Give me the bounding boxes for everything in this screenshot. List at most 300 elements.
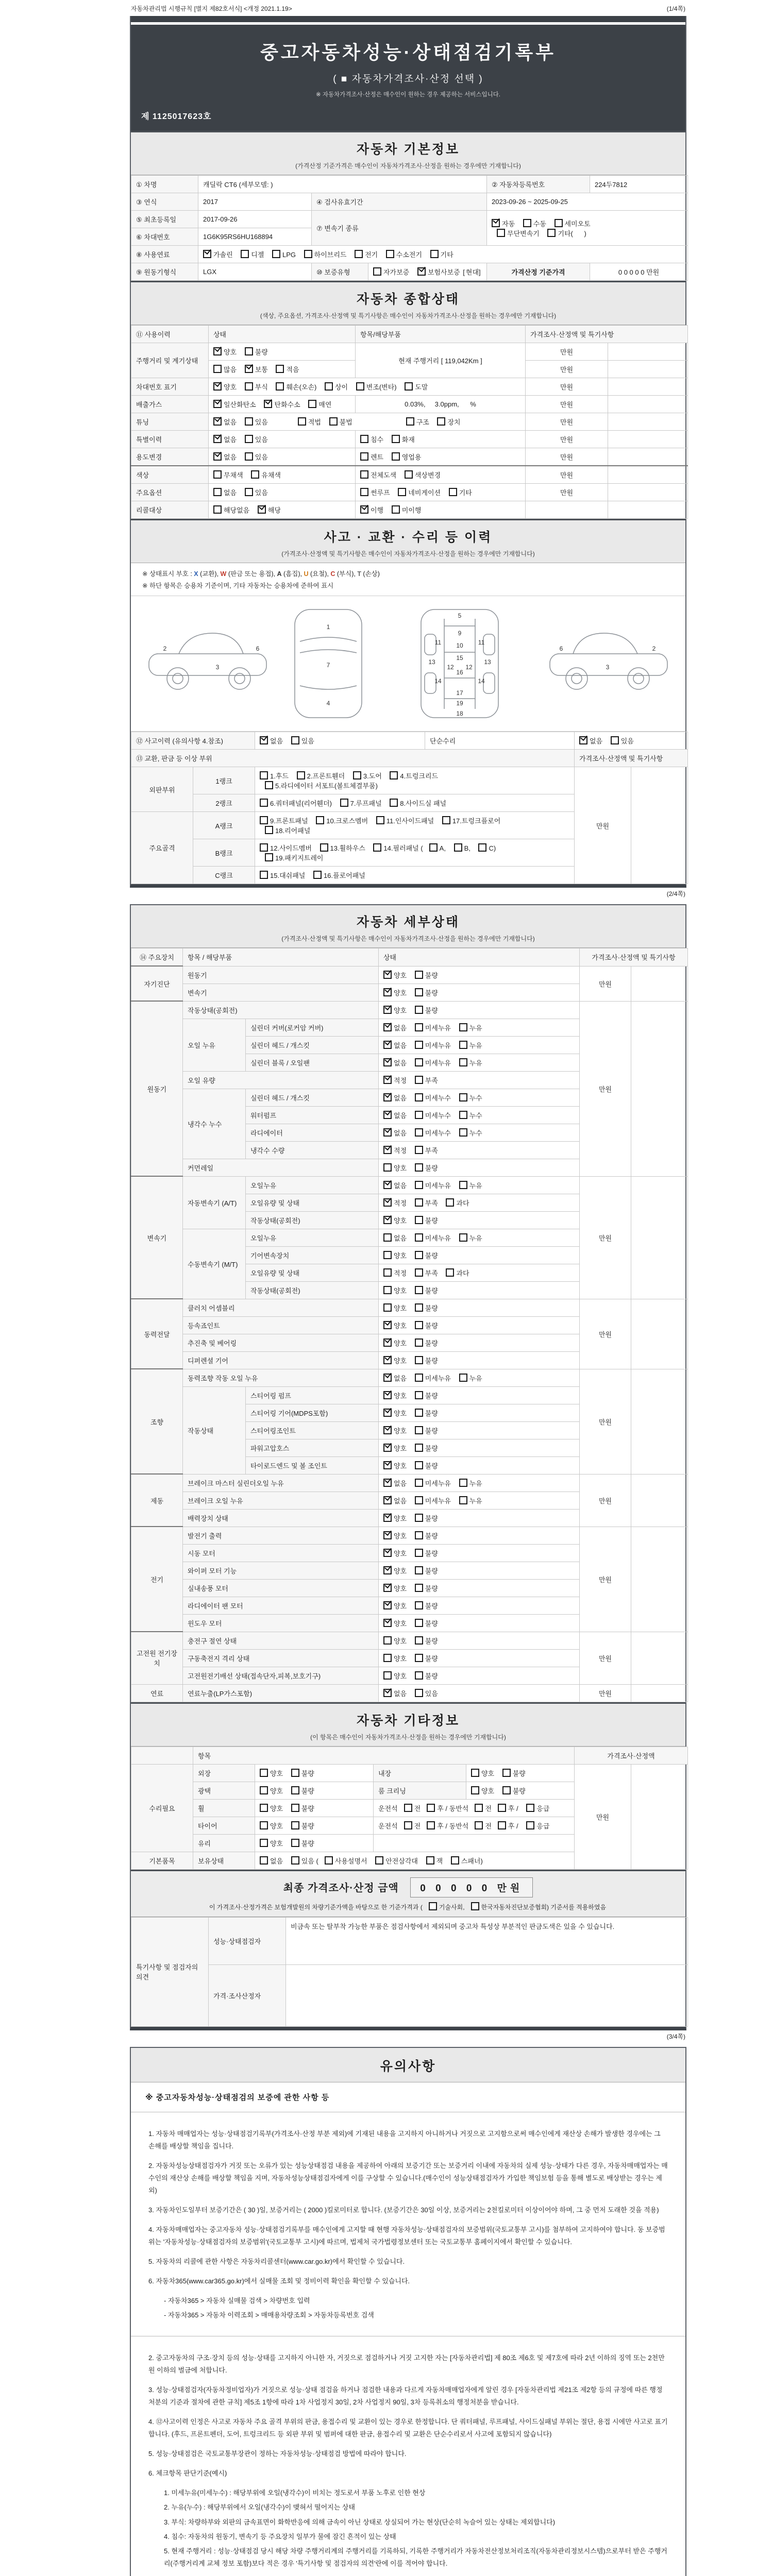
section-subtitle: (가격조사·산정액 및 특기사항은 매수인이 자동차가격조사·산정을 원하는 경우에만 기재합니다) <box>281 550 535 557</box>
option-label: 불량 <box>425 1619 438 1628</box>
checkbox-unchecked[interactable] <box>415 1006 423 1014</box>
interior-options <box>466 1764 575 1782</box>
checkbox-unchecked[interactable] <box>415 1531 423 1539</box>
checkbox-unchecked[interactable] <box>291 1839 299 1847</box>
state-options <box>379 1229 580 1246</box>
checkbox-unchecked[interactable] <box>459 1128 467 1137</box>
checkbox-unchecked[interactable] <box>497 229 505 237</box>
state-options <box>379 1562 580 1579</box>
checkbox-unchecked[interactable] <box>415 1374 423 1382</box>
caution-item: - 자동차365 > 자동차 실매물 검색 > 차량번호 입력 <box>164 2296 310 2304</box>
checkbox-unchecked[interactable] <box>475 1804 483 1812</box>
checkbox-unchecked[interactable] <box>415 1391 423 1399</box>
option-label: 불량 <box>425 1392 438 1400</box>
checkbox-unchecked[interactable] <box>383 1251 392 1259</box>
checkbox-unchecked[interactable] <box>241 250 249 258</box>
section-subtitle: (가격산정 기준가격은 매수인이 자동차가격조사·산정을 원하는 경우에만 기재합니다) <box>295 162 521 170</box>
checkbox-unchecked[interactable] <box>415 1321 423 1329</box>
option-label: 불법 <box>339 418 352 426</box>
checkbox-unchecked[interactable] <box>260 771 268 779</box>
checkbox-unchecked[interactable] <box>415 1181 423 1189</box>
option-label: 없음 <box>224 489 239 497</box>
checkbox-unchecked[interactable] <box>245 417 253 426</box>
checkbox-unchecked[interactable] <box>383 1233 392 1242</box>
checkbox-unchecked[interactable] <box>415 1619 423 1627</box>
checkbox-unchecked[interactable] <box>245 382 253 391</box>
checkbox-checked[interactable] <box>383 1409 392 1417</box>
remark-cell <box>631 767 688 884</box>
checkbox-unchecked[interactable] <box>213 505 222 514</box>
option-label: 있음 <box>255 489 268 497</box>
checkbox-checked[interactable] <box>383 1338 392 1347</box>
option-label: 누유 <box>469 1059 482 1067</box>
checkbox-unchecked[interactable] <box>415 1093 423 1101</box>
checkbox-unchecked[interactable] <box>498 1804 506 1812</box>
checkbox-checked[interactable] <box>492 219 500 227</box>
checkbox-unchecked[interactable] <box>260 1839 268 1847</box>
checkbox-unchecked[interactable] <box>325 1856 333 1865</box>
checkbox-unchecked[interactable] <box>451 1856 459 1865</box>
field-label: ④ 검사유효기간 <box>312 193 487 211</box>
checkbox-unchecked[interactable] <box>392 435 400 443</box>
option-label: 훼손(오손) <box>286 383 318 391</box>
checkbox-checked[interactable] <box>383 1058 392 1066</box>
checkbox-unchecked[interactable] <box>245 452 253 461</box>
checkbox-unchecked[interactable] <box>459 1093 467 1101</box>
remark-cell <box>631 1684 688 1702</box>
checkbox-unchecked[interactable] <box>547 229 556 237</box>
checkbox-checked[interactable] <box>203 250 211 258</box>
checkbox-unchecked[interactable] <box>298 417 306 426</box>
checkbox-unchecked[interactable] <box>265 781 273 789</box>
checkbox-unchecked[interactable] <box>415 1076 423 1084</box>
checkbox-checked[interactable] <box>383 971 392 979</box>
simple-repair-label: 단순수리 <box>425 732 575 750</box>
checkbox-unchecked[interactable] <box>360 488 368 496</box>
checkbox-unchecked[interactable] <box>325 382 333 391</box>
checkbox-unchecked[interactable] <box>276 365 284 373</box>
checkbox-unchecked[interactable] <box>392 452 400 461</box>
checkbox-unchecked[interactable] <box>415 1286 423 1294</box>
checkbox-checked[interactable] <box>383 1374 392 1382</box>
checkbox-unchecked[interactable] <box>383 1286 392 1294</box>
checkbox-checked[interactable] <box>383 1006 392 1014</box>
checkbox-unchecked[interactable] <box>523 219 531 227</box>
checkbox-unchecked[interactable] <box>415 1426 423 1434</box>
option-label: 불량 <box>425 1216 438 1225</box>
checkbox-unchecked[interactable] <box>383 1303 392 1312</box>
column-header: 항목 / 해당부품 <box>183 948 379 967</box>
option-label: 양호 <box>394 1514 409 1522</box>
checkbox-checked[interactable] <box>383 1076 392 1084</box>
checkbox-checked[interactable] <box>383 1549 392 1557</box>
checkbox-unchecked[interactable] <box>291 1786 299 1794</box>
checkbox-unchecked[interactable] <box>415 1479 423 1487</box>
option-label: 미세누유 <box>425 1497 453 1505</box>
checkbox-unchecked[interactable] <box>427 1804 435 1812</box>
checkbox-unchecked[interactable] <box>415 1233 423 1242</box>
checkbox-unchecked[interactable] <box>415 1041 423 1049</box>
empty-cell <box>374 1834 575 1852</box>
checkbox-unchecked[interactable] <box>415 1689 423 1697</box>
checkbox-unchecked[interactable] <box>360 435 368 443</box>
checkbox-unchecked[interactable] <box>437 417 445 426</box>
option-label: 기술사회, <box>439 1903 465 1911</box>
checkbox-checked[interactable] <box>383 1128 392 1137</box>
checkbox-unchecked[interactable] <box>260 1821 268 1829</box>
checkbox-checked[interactable] <box>383 1496 392 1504</box>
checkbox-unchecked[interactable] <box>415 1128 423 1137</box>
checkbox-checked[interactable] <box>360 505 368 514</box>
detail-state-table <box>131 948 688 1702</box>
passenger-car-note: ※ 하단 항목은 승용차 기준이며, 기타 자동차는 승용차에 준하여 표시 <box>142 582 334 589</box>
checkbox-unchecked[interactable] <box>415 988 423 996</box>
checkbox-checked[interactable] <box>383 1181 392 1189</box>
checkbox-unchecked[interactable] <box>276 382 284 391</box>
device-group-label: 조향 <box>131 1369 183 1474</box>
checkbox-unchecked[interactable] <box>471 1786 479 1794</box>
checkbox-unchecked[interactable] <box>415 1268 423 1277</box>
checkbox-unchecked[interactable] <box>454 843 462 852</box>
checkbox-unchecked[interactable] <box>291 1821 299 1829</box>
checkbox-checked[interactable] <box>383 1689 392 1697</box>
checkbox-unchecked[interactable] <box>471 1902 479 1910</box>
checkbox-unchecked[interactable] <box>430 250 439 258</box>
tire-positions <box>374 1817 575 1834</box>
caution-item: 1. 미세누유(미세누수) : 해당부위에 오일(냉각수)이 비치는 정도로서 부품 노후로 인한 현상 <box>164 2489 426 2497</box>
state-options <box>379 1421 580 1439</box>
checkbox-checked[interactable] <box>260 736 268 744</box>
checkbox-unchecked[interactable] <box>308 400 316 408</box>
checkbox-unchecked[interactable] <box>526 1821 534 1829</box>
checkbox-unchecked[interactable] <box>471 1769 479 1777</box>
state-options <box>379 1176 580 1194</box>
checkbox-unchecked[interactable] <box>383 1268 392 1277</box>
checkbox-unchecked[interactable] <box>415 1654 423 1662</box>
checkbox-unchecked[interactable] <box>459 1374 467 1382</box>
checkbox-unchecked[interactable] <box>329 417 338 426</box>
caution-list-1 <box>131 2112 685 2337</box>
checkbox-unchecked[interactable] <box>611 736 619 744</box>
checkbox-unchecked[interactable] <box>415 971 423 979</box>
option-label: 적법 <box>308 418 323 426</box>
checkbox-unchecked[interactable] <box>373 267 381 276</box>
checkbox-unchecked[interactable] <box>415 1198 423 1207</box>
checkbox-checked[interactable] <box>383 1356 392 1364</box>
checkbox-checked[interactable] <box>245 365 253 373</box>
checkbox-unchecked[interactable] <box>429 843 438 852</box>
checkbox-unchecked[interactable] <box>415 1216 423 1224</box>
option-label: 양호 <box>394 1427 409 1435</box>
checkbox-checked[interactable] <box>383 1619 392 1627</box>
checkbox-unchecked[interactable] <box>459 1233 467 1242</box>
checkbox-checked[interactable] <box>383 988 392 996</box>
table-row <box>131 448 688 466</box>
checkbox-unchecked[interactable] <box>498 1821 506 1829</box>
wheel-positions <box>374 1799 575 1817</box>
checkbox-unchecked[interactable] <box>291 1856 299 1865</box>
checkbox-unchecked[interactable] <box>251 470 259 479</box>
checkbox-checked[interactable] <box>383 1514 392 1522</box>
checkbox-unchecked[interactable] <box>260 843 268 852</box>
checkbox-checked[interactable] <box>383 1479 392 1487</box>
state-options <box>379 1001 580 1019</box>
document-note: ※ 자동차가격조사·산정은 매수인이 원하는 경우 제공하는 서비스입니다. <box>316 92 500 98</box>
checkbox-unchecked[interactable] <box>415 1636 423 1645</box>
option-label: 탄화수소 <box>274 401 303 409</box>
caution-item: - 자동차365 > 자동차 이력조회 > 매매용차량조회 > 자동차등록번호 검색 <box>164 2311 374 2319</box>
rank-label: A랭크 <box>193 812 255 839</box>
checkbox-unchecked[interactable] <box>415 1671 423 1680</box>
checkbox-unchecked[interactable] <box>373 843 381 852</box>
checkbox-unchecked[interactable] <box>260 1769 268 1777</box>
option-label: 불량 <box>512 1787 526 1795</box>
checkbox-unchecked[interactable] <box>392 505 400 514</box>
checkbox-unchecked[interactable] <box>459 1041 467 1049</box>
checkbox-checked[interactable] <box>383 1531 392 1539</box>
checkbox-unchecked[interactable] <box>415 1584 423 1592</box>
checkbox-unchecked[interactable] <box>260 799 268 807</box>
checkbox-unchecked[interactable] <box>320 843 328 852</box>
checkbox-unchecked[interactable] <box>405 382 413 391</box>
column-header: 항목/해당부품 <box>356 326 526 343</box>
checkbox-unchecked[interactable] <box>213 365 222 373</box>
checkbox-unchecked[interactable] <box>415 1163 423 1172</box>
checkbox-unchecked[interactable] <box>260 1804 268 1812</box>
option-label: 양호 <box>224 348 239 356</box>
checkbox-unchecked[interactable] <box>356 382 364 391</box>
checkbox-checked[interactable] <box>264 400 272 408</box>
checkbox-unchecked[interactable] <box>398 488 406 496</box>
option-label: 9.프론트패널 <box>270 817 310 825</box>
item-label: 작동상태(공회전) <box>246 1281 379 1299</box>
checkbox-unchecked[interactable] <box>260 1856 268 1865</box>
option-label: 보험사보증 <box>427 268 462 276</box>
checkbox-unchecked[interactable] <box>415 1251 423 1259</box>
checkbox-unchecked[interactable] <box>316 816 324 824</box>
checkbox-unchecked[interactable] <box>360 470 368 479</box>
checkbox-unchecked[interactable] <box>459 1479 467 1487</box>
checkbox-unchecked[interactable] <box>404 1821 412 1829</box>
checkbox-checked[interactable] <box>383 1216 392 1224</box>
checkbox-checked[interactable] <box>383 1391 392 1399</box>
checkbox-checked[interactable] <box>213 417 222 426</box>
checkbox-checked[interactable] <box>417 267 426 276</box>
checkbox-unchecked[interactable] <box>502 1786 511 1794</box>
panel-number: 6 <box>559 645 563 652</box>
checkbox-unchecked[interactable] <box>291 736 299 744</box>
checkbox-checked[interactable] <box>383 1111 392 1119</box>
checkbox-unchecked[interactable] <box>415 1111 423 1119</box>
checkbox-unchecked[interactable] <box>260 1786 268 1794</box>
checkbox-unchecked[interactable] <box>353 771 361 779</box>
checkbox-unchecked[interactable] <box>502 1769 511 1777</box>
state-options <box>379 1649 580 1667</box>
panel-number: 2 <box>163 645 167 652</box>
panel-number: 1 <box>326 623 330 631</box>
price-cell: 만원 <box>580 1001 631 1176</box>
checkbox-checked[interactable] <box>579 736 587 744</box>
car-side-left-outline <box>149 633 266 689</box>
checkbox-checked[interactable] <box>383 1444 392 1452</box>
checkbox-unchecked[interactable] <box>260 871 268 879</box>
checkbox-checked[interactable] <box>383 1023 392 1031</box>
option-label: 양호 <box>270 1787 285 1795</box>
checkbox-unchecked[interactable] <box>375 1856 383 1865</box>
option-label: 없음 <box>394 1094 409 1102</box>
checkbox-checked[interactable] <box>383 1041 392 1049</box>
checkbox-unchecked[interactable] <box>383 1636 392 1645</box>
option-label: 양호 <box>394 1654 409 1663</box>
checkbox-checked[interactable] <box>383 1601 392 1609</box>
rank-label: C랭크 <box>193 867 255 884</box>
option-label: 불량 <box>425 1286 438 1295</box>
option-label: 부족 <box>425 1269 440 1277</box>
checkbox-unchecked[interactable] <box>415 1444 423 1452</box>
document-subtitle: ( ■ 자동차가격조사·산정 선택 ) <box>333 74 483 84</box>
checkbox-unchecked[interactable] <box>213 488 222 496</box>
checkbox-checked[interactable] <box>383 1198 392 1207</box>
checkbox-unchecked[interactable] <box>415 1601 423 1609</box>
checkbox-unchecked[interactable] <box>442 816 450 824</box>
checkbox-unchecked[interactable] <box>427 1821 435 1829</box>
option-label: LPG <box>282 251 298 259</box>
checkbox-unchecked[interactable] <box>386 250 394 258</box>
checkbox-unchecked[interactable] <box>272 250 280 258</box>
option-label: 있음 ( <box>301 1857 318 1865</box>
item-label: 와이퍼 모터 기능 <box>183 1562 379 1579</box>
checkbox-unchecked[interactable] <box>291 1804 299 1812</box>
checkbox-checked[interactable] <box>383 1584 392 1592</box>
checkbox-unchecked[interactable] <box>426 1856 434 1865</box>
checkbox-unchecked[interactable] <box>245 435 253 443</box>
checkbox-unchecked[interactable] <box>383 1654 392 1662</box>
page-marker-1: (1/4쪽) <box>666 5 685 12</box>
item-label: 실린더 블록 / 오일팬 <box>246 1054 379 1071</box>
checkbox-checked[interactable] <box>383 1146 392 1154</box>
checkbox-unchecked[interactable] <box>245 347 253 355</box>
checkbox-unchecked[interactable] <box>355 250 363 258</box>
checkbox-unchecked[interactable] <box>526 1804 534 1812</box>
checkbox-unchecked[interactable] <box>304 250 312 258</box>
state-options <box>379 1474 580 1492</box>
option-label: 양호 <box>394 989 409 997</box>
checkbox-unchecked[interactable] <box>475 1821 483 1829</box>
checkbox-unchecked[interactable] <box>554 219 563 227</box>
checkbox-unchecked[interactable] <box>376 816 384 824</box>
checkbox-unchecked[interactable] <box>265 826 273 834</box>
checkbox-unchecked[interactable] <box>415 1566 423 1574</box>
checkbox-checked[interactable] <box>383 1321 392 1329</box>
checkbox-checked[interactable] <box>383 1093 392 1101</box>
panel-number: 11 <box>434 639 442 646</box>
checkbox-unchecked[interactable] <box>415 1058 423 1066</box>
checkbox-unchecked[interactable] <box>478 843 486 852</box>
price-cell: 만원 <box>580 1632 631 1684</box>
option-label: 양호 <box>394 1619 409 1628</box>
checkbox-unchecked[interactable] <box>291 1769 299 1777</box>
checkbox-unchecked[interactable] <box>297 771 305 779</box>
remark-cell <box>608 361 688 378</box>
option-label: 불량 <box>425 1672 438 1680</box>
checkbox-unchecked[interactable] <box>459 1023 467 1031</box>
checkbox-unchecked[interactable] <box>383 1163 392 1172</box>
state-options <box>379 1281 580 1299</box>
checkbox-unchecked[interactable] <box>383 1671 392 1680</box>
checkbox-unchecked[interactable] <box>313 871 322 879</box>
detail-row <box>131 1001 688 1019</box>
checkbox-unchecked[interactable] <box>213 470 222 479</box>
checkbox-unchecked[interactable] <box>415 1409 423 1417</box>
checkbox-checked[interactable] <box>213 435 222 443</box>
checkbox-unchecked[interactable] <box>405 470 413 479</box>
rank1-panels <box>255 767 575 794</box>
checkbox-unchecked[interactable] <box>449 488 457 496</box>
checkbox-unchecked[interactable] <box>415 1461 423 1469</box>
checkbox-checked[interactable] <box>383 1461 392 1469</box>
checkbox-checked[interactable] <box>213 452 222 461</box>
option-label: 6.쿼터패널(리어휀더) <box>270 800 334 807</box>
checkbox-unchecked[interactable] <box>446 1268 454 1277</box>
page-marker-2: (2/4쪽) <box>666 890 685 897</box>
remark-cell <box>608 413 688 431</box>
remark-cell <box>608 466 688 484</box>
checkbox-unchecked[interactable] <box>406 417 414 426</box>
option-label: 미세누유 <box>425 1479 453 1487</box>
checkbox-unchecked[interactable] <box>459 1111 467 1119</box>
checkbox-checked[interactable] <box>383 1566 392 1574</box>
option-label: 양호 <box>394 1462 409 1470</box>
checkbox-unchecked[interactable] <box>415 1496 423 1504</box>
checkbox-unchecked[interactable] <box>415 1338 423 1347</box>
sub-group-label: 작동상태 <box>183 1386 246 1474</box>
checkbox-unchecked[interactable] <box>429 1902 437 1910</box>
option-label: 운전석 <box>378 1822 398 1830</box>
checkbox-unchecked[interactable] <box>265 853 273 861</box>
checkbox-unchecked[interactable] <box>415 1514 423 1522</box>
checkbox-unchecked[interactable] <box>459 1496 467 1504</box>
checkbox-checked[interactable] <box>213 382 222 391</box>
checkbox-unchecked[interactable] <box>459 1181 467 1189</box>
accident-notes <box>131 563 685 596</box>
checkbox-unchecked[interactable] <box>415 1549 423 1557</box>
checkbox-unchecked[interactable] <box>404 1804 412 1812</box>
checkbox-unchecked[interactable] <box>260 816 268 824</box>
panel-number: 4 <box>326 700 330 707</box>
checkbox-checked[interactable] <box>213 347 222 355</box>
checkbox-unchecked[interactable] <box>446 1198 454 1207</box>
checkbox-unchecked[interactable] <box>340 799 348 807</box>
checkbox-unchecked[interactable] <box>390 771 398 779</box>
checkbox-unchecked[interactable] <box>360 452 368 461</box>
checkbox-unchecked[interactable] <box>415 1023 423 1031</box>
option-label: 불량 <box>425 1444 438 1452</box>
checkbox-unchecked[interactable] <box>390 799 398 807</box>
checkbox-checked[interactable] <box>213 400 222 408</box>
rank-label: 2랭크 <box>193 794 255 812</box>
checkbox-unchecked[interactable] <box>415 1146 423 1154</box>
device-group-label: 전기 <box>131 1527 183 1632</box>
checkbox-unchecked[interactable] <box>415 1356 423 1364</box>
checkbox-unchecked[interactable] <box>415 1303 423 1312</box>
item-label: 실린더 헤드 / 개스킷 <box>246 1036 379 1054</box>
checkbox-unchecked[interactable] <box>245 488 253 496</box>
checkbox-unchecked[interactable] <box>459 1058 467 1066</box>
checkbox-checked[interactable] <box>258 505 266 514</box>
option-label: 16.플로어패널 <box>323 872 365 879</box>
section-title: 자동차 기타정보 <box>357 1713 460 1728</box>
checkbox-checked[interactable] <box>383 1426 392 1434</box>
